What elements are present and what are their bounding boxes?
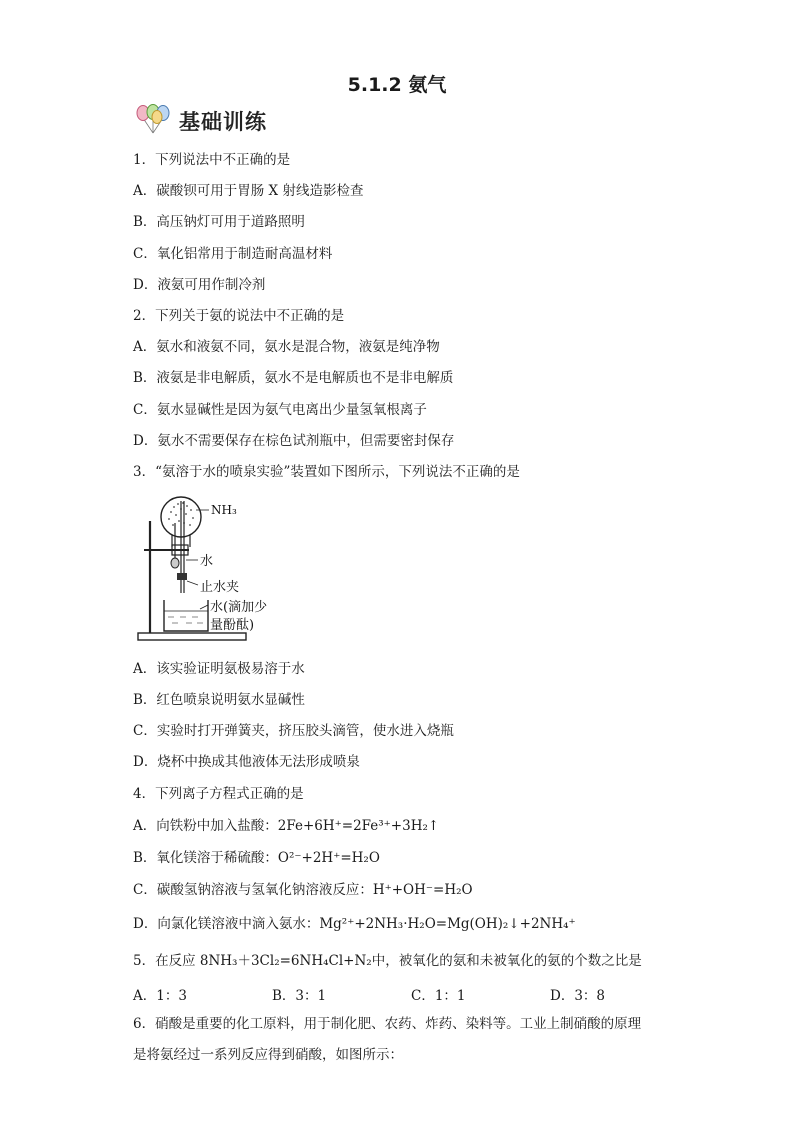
- q1-stem: 1．下列说法中不正确的是: [133, 152, 291, 168]
- q4-option-a: A．向铁粉中加入盐酸：2Fe+6H⁺=2Fe³⁺+3H₂↑: [133, 818, 440, 834]
- q4-option-c: C．碳酸氢钠溶液与氢氧化钠溶液反应：H⁺+OH⁻=H₂O: [133, 882, 473, 898]
- stand-base: [138, 633, 246, 640]
- q6-stem-line-1: 6．硝酸是重要的化工原料，用于制化肥、农药、炸药、染料等。工业上制硝酸的原理: [133, 1016, 642, 1032]
- q5-option-a: A．1：3: [133, 988, 187, 1004]
- label-stop-clamp: 止水夹: [200, 580, 240, 595]
- label-beaker-2: 量酚酞): [210, 618, 255, 633]
- q2-option-a: A．氨水和液氨不同，氨水是混合物，液氨是纯净物: [133, 339, 440, 355]
- q4-option-d: D．向氯化镁溶液中滴入氨水：Mg²⁺+2NH₃·H₂O=Mg(OH)₂↓+2NH₄⁺: [133, 916, 576, 932]
- q1-option-a: A．碳酸钡可用于胃肠 X 射线造影检查: [133, 183, 364, 199]
- balloons-icon: [133, 104, 173, 138]
- stop-clamp: [177, 573, 187, 580]
- q1-option-b: B．高压钠灯可用于道路照明: [133, 214, 305, 230]
- q1-option-d: D．液氨可用作制冷剂: [133, 277, 266, 293]
- label-beaker-1: 水(滴加少: [210, 600, 268, 615]
- q2-stem: 2．下列关于氨的说法中不正确的是: [133, 308, 345, 324]
- q6-stem-line-2: 是将氨经过一系列反应得到硝酸，如图所示：: [133, 1047, 403, 1063]
- fountain-experiment-figure: [134, 493, 294, 649]
- q3-option-a: A．该实验证明氨极易溶于水: [133, 661, 305, 677]
- q2-option-c: C．氨水显碱性是因为氨气电离出少量氢氧根离子: [133, 402, 427, 418]
- q5-option-d: D．3：8: [550, 988, 606, 1004]
- q5-stem: 5．在反应 8NH₃＋3Cl₂=6NH₄Cl+N₂中，被氧化的氨和未被氧化的氨的个数之比是: [133, 953, 642, 969]
- label-water: 水: [200, 554, 214, 569]
- q2-option-b: B．液氨是非电解质，氨水不是电解质也不是非电解质: [133, 370, 454, 386]
- q3-option-d: D．烧杯中换成其他液体无法形成喷泉: [133, 754, 360, 770]
- page-title: 5.1.2 氨气: [347, 74, 447, 96]
- q3-option-b: B．红色喷泉说明氨水显碱性: [133, 692, 305, 708]
- section-label: 基础训练: [179, 110, 267, 134]
- beaker: [164, 600, 208, 631]
- q5-option-b: B．3：1: [272, 988, 327, 1004]
- q2-option-d: D．氨水不需要保存在棕色试剂瓶中，但需要密封保存: [133, 433, 455, 449]
- label-nh3: NH₃: [211, 503, 237, 517]
- section-badge: [133, 104, 267, 138]
- q4-option-b: B．氧化镁溶于稀硫酸：O²⁻+2H⁺=H₂O: [133, 850, 380, 866]
- q3-option-c: C．实验时打开弹簧夹，挤压胶头滴管，使水进入烧瓶: [133, 723, 454, 739]
- q1-option-c: C．氧化铝常用于制造耐高温材料: [133, 246, 333, 262]
- q4-stem: 4．下列离子方程式正确的是: [133, 786, 304, 802]
- q5-options: [133, 984, 693, 1002]
- q5-option-c: C．1：1: [411, 988, 466, 1004]
- q3-stem: 3．“氨溶于水的喷泉实验”装置如下图所示，下列说法不正确的是: [133, 464, 520, 480]
